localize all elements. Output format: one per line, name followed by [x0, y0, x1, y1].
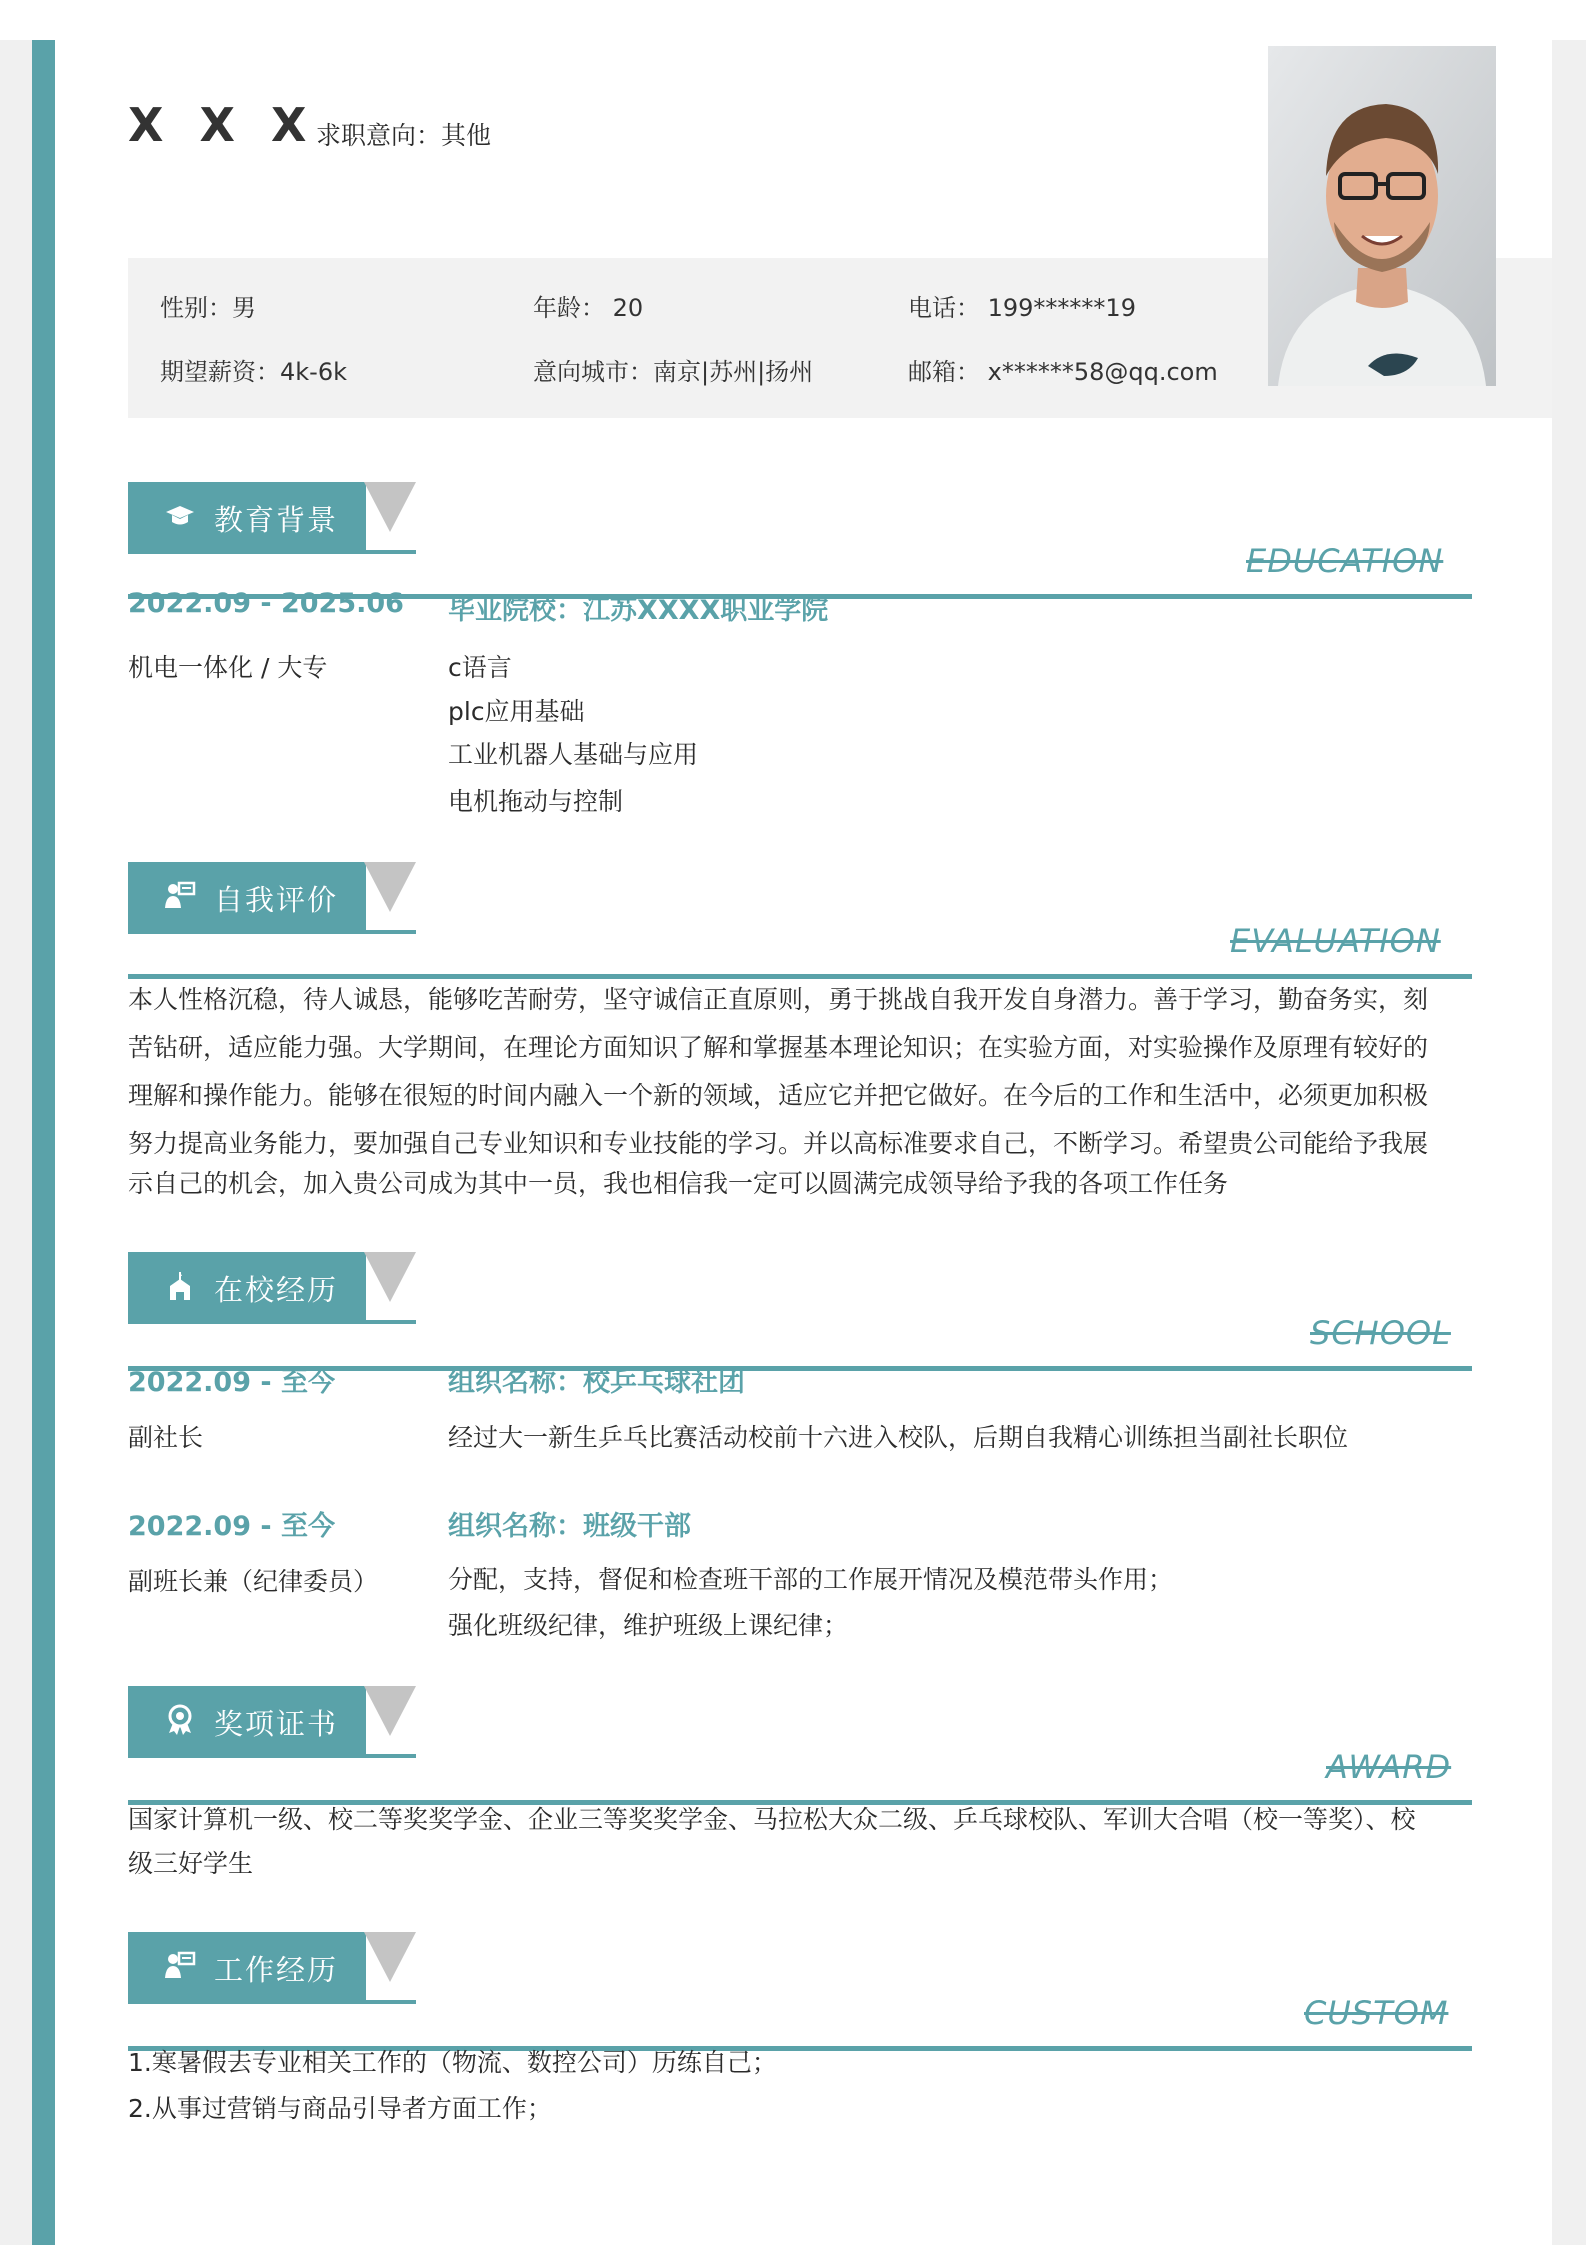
school-item-role: 副班长兼（纪律委员）: [128, 1567, 379, 1596]
presenter-icon: [164, 1950, 196, 1982]
evaluation-line: 本人性格沉稳，待人诚恳，能够吃苦耐劳，坚守诚信正直原则，勇于挑战自我开发自身潜力。善于学习，勤奋务实，刻: [128, 985, 1429, 1014]
left-gutter: [0, 40, 32, 2245]
evaluation-section-tab: [128, 862, 416, 934]
school-section-english: SCHOOL: [1310, 1314, 1451, 1352]
tab-underline: [128, 2000, 416, 2004]
evaluation-section-title: 自我评价: [214, 883, 339, 917]
evaluation-line: 苦钻研，适应能力强。大学期间，在理论方面知识了解和掌握基本理论知识；在实验方面，对实验操作及原理有较好的: [128, 1033, 1429, 1062]
tab-underline: [128, 930, 416, 934]
evaluation-section-english: EVALUATION: [1230, 922, 1441, 960]
award-section-tab: [128, 1686, 416, 1758]
education-school: 毕业院校：江苏XXXX职业学院: [448, 595, 829, 626]
work-section-english: CUSTOM: [1304, 1994, 1449, 2032]
tab-triangle-decoration: [364, 1686, 416, 1736]
tab-triangle-decoration: [364, 1252, 416, 1302]
left-accent-bar: [32, 40, 55, 2245]
candidate-name: X X X: [128, 98, 317, 152]
presenter-icon: [164, 880, 196, 912]
school-item-org: 组织名称：校乒乓球社团: [448, 1367, 745, 1398]
education-section-title: 教育背景: [214, 503, 339, 537]
evaluation-line: 示自己的机会，加入贵公司成为其中一员，我也相信我一定可以圆满完成领导给予我的各项工作任务: [128, 1169, 1229, 1198]
tab-triangle-decoration: [364, 482, 416, 532]
tab-underline: [128, 1320, 416, 1324]
tab-underline: [128, 1754, 416, 1758]
education-section-tab: [128, 482, 416, 554]
school-item-desc: 经过大一新生乒乓比赛活动校前十六进入校队，后期自我精心训练担当副社长职位: [448, 1423, 1349, 1452]
profile-photo: [1268, 46, 1496, 386]
work-line: 1.寒暑假去专业相关工作的（物流、数控公司）历练自己；: [128, 2048, 777, 2077]
school-item-period: 2022.09 - 至今: [128, 1367, 335, 1398]
email-field: 邮箱： x******58@qq.com: [908, 358, 1218, 386]
education-section-english: EDUCATION: [1246, 542, 1444, 580]
evaluation-line: 理解和操作能力。能够在很短的时间内融入一个新的领域，适应它并把它做好。在今后的工作和生活中，必须更加积极: [128, 1081, 1429, 1110]
course-item: c语言: [448, 653, 512, 682]
school-section-title: 在校经历: [214, 1273, 339, 1307]
school-item-period: 2022.09 - 至今: [128, 1511, 335, 1542]
work-section-tab: [128, 1932, 416, 2004]
tab-underline: [128, 550, 416, 554]
award-section-title: 奖项证书: [214, 1707, 339, 1741]
work-line: 2.从事过营销与商品引导者方面工作；: [128, 2094, 552, 2123]
work-text: [128, 2040, 1478, 2132]
phone-field: 电话： 199******19: [908, 294, 1136, 322]
evaluation-line: 努力提高业务能力，要加强自己专业知识和专业技能的学习。并以高标准要求自己，不断学习。希望贵公司能给予我展: [128, 1129, 1429, 1158]
award-line: 级三好学生: [128, 1849, 254, 1878]
school-building-icon: [164, 1270, 196, 1302]
school-item-role: 副社长: [128, 1423, 204, 1452]
school-item-desc: 分配，支持，督促和检查班干部的工作展开情况及模范带头作用；: [448, 1565, 1174, 1594]
work-section-title: 工作经历: [214, 1953, 339, 1987]
award-line: 国家计算机一级、校二等奖奖学金、企业三等奖奖学金、马拉松大众二级、乒乓球校队、军训大合唱（校一等奖）、校: [128, 1805, 1416, 1834]
age-field: 年龄： 20: [533, 294, 644, 322]
graduation-cap-icon: [164, 500, 196, 532]
gender-field: 性别：男: [160, 294, 256, 322]
education-major: 机电一体化 / 大专: [128, 653, 328, 682]
city-field: 意向城市：南京|苏州|扬州: [533, 358, 814, 386]
school-item-desc: 强化班级纪律，维护班级上课纪律；: [448, 1611, 849, 1640]
education-period: 2022.09 - 2025.06: [128, 588, 404, 619]
tab-triangle-decoration: [364, 862, 416, 912]
school-item-org: 组织名称：班级干部: [448, 1511, 691, 1542]
award-section-english: AWARD: [1326, 1748, 1452, 1786]
medal-icon: [164, 1704, 196, 1736]
self-evaluation-text: [128, 976, 1478, 1208]
course-item: plc应用基础: [448, 697, 585, 726]
course-item: 工业机器人基础与应用: [448, 740, 699, 769]
award-text: [128, 1798, 1478, 1886]
school-section-tab: [128, 1252, 416, 1324]
tab-triangle-decoration: [364, 1932, 416, 1982]
course-item: 电机拖动与控制: [448, 787, 624, 816]
job-intent: 求职意向：其他: [316, 121, 492, 150]
right-gutter: [1552, 40, 1586, 2245]
salary-field: 期望薪资：4k-6k: [160, 358, 347, 386]
